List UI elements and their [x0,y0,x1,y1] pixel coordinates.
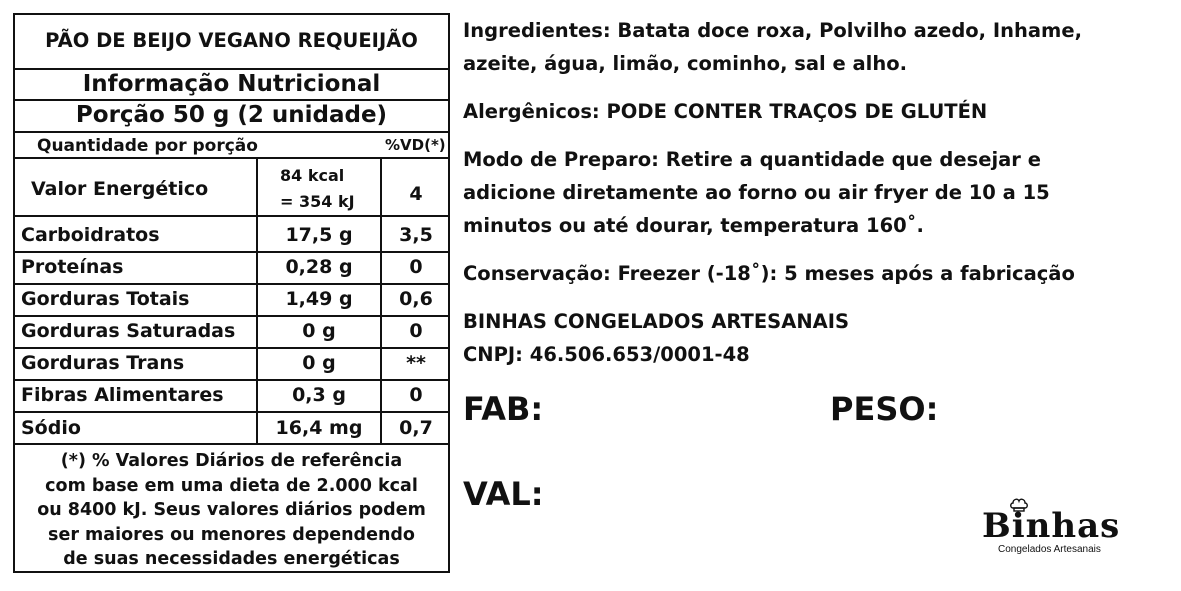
footnote-line: com base em uma dieta de 2.000 kcal [45,475,418,496]
brand-logo [982,506,1132,558]
ingredients-line: Ingredientes: Batata doce roxa, Polvilho azedo, Inhame, [463,19,1083,42]
divider [15,379,448,381]
preparation-line: minutos ou até dourar, temperatura 160˚. [463,214,924,237]
nutrient-amount: 0,28 g [285,256,353,278]
footnote-line: (*) % Valores Diários de referência [60,451,403,471]
allergens-text: Alergênicos: PODE CONTER TRAÇOS DE GLUTÉN [463,100,988,123]
storage-text: Conservação: Freezer (-18˚): 5 meses após a fabricação [463,262,1075,285]
nutrient-amount: 1,49 g [285,288,353,310]
nutrient-vd: 0 [409,384,423,406]
preparation-text [463,143,1050,242]
footnote [19,449,444,572]
energy-vd: 4 [409,183,423,205]
nutrient-vd: 0 [409,256,423,278]
logo-wordmark: Binhas [982,506,1121,546]
nutrient-name: Gorduras Trans [21,352,185,374]
nutrient-vd: 0,7 [399,417,433,439]
preparation-line: Modo de Preparo: Retire a quantidade que desejar e [463,148,1041,171]
divider [15,99,448,101]
nutrient-vd: 0 [409,320,423,342]
divider [15,443,448,445]
val-label: VAL: [463,475,544,513]
divider [15,347,448,349]
ingredients-line: azeite, água, limão, cominho, sal e alho. [463,52,908,75]
nutrient-amount: 0,3 g [292,384,346,406]
divider [15,283,448,285]
product-name: PÃO DE BEIJO VEGANO REQUEIJÃO [45,29,418,52]
divider [15,411,448,413]
cnpj-text: CNPJ: 46.506.653/0001-48 [463,343,750,366]
fab-label: FAB: [463,390,544,428]
divider [15,157,448,159]
nutrient-amount: 0 g [302,320,336,342]
nutrition-title: Informação Nutricional [82,71,381,97]
nutrient-name: Carboidratos [21,224,160,246]
nutrient-name: Gorduras Totais [21,288,190,310]
divider [15,251,448,253]
nutrient-name: Gorduras Saturadas [21,320,236,342]
footnote-line: ser maiores ou menores dependendo [48,524,415,545]
vd-header: %VD(*) [385,136,446,154]
footnote-line: de suas necessidades energéticas [63,549,400,569]
nutrient-vd: 3,5 [399,224,433,246]
divider [15,68,448,70]
energy-kcal: 84 kcal [280,166,345,185]
company-name: BINHAS CONGELADOS ARTESANAIS [463,310,850,333]
quantity-header: Quantidade por porção [37,136,258,156]
energy-kj: = 354 kJ [280,192,355,211]
energy-label: Valor Energético [31,178,209,200]
portion-size: Porção 50 g (2 unidade) [75,102,388,128]
logo-tagline: Congelados Artesanais [998,544,1101,555]
nutrient-amount: 17,5 g [285,224,353,246]
ingredients-text [463,14,1082,80]
nutrient-name: Sódio [21,417,81,439]
nutrient-name: Fibras Alimentares [21,384,224,406]
peso-label: PESO: [830,390,939,428]
divider [15,131,448,133]
nutrition-facts-panel [13,13,450,573]
preparation-line: adicione diretamente ao forno ou air fryer de 10 a 15 [463,181,1050,204]
divider [15,215,448,217]
footnote-line: ou 8400 kJ. Seus valores diários podem [37,500,426,520]
nutrient-amount: 0 g [302,352,336,374]
nutrient-amount: 16,4 mg [275,417,363,439]
divider [15,315,448,317]
nutrient-name: Proteínas [21,256,124,278]
nutrient-vd: 0,6 [399,288,433,310]
nutrient-vd: ** [406,352,426,374]
